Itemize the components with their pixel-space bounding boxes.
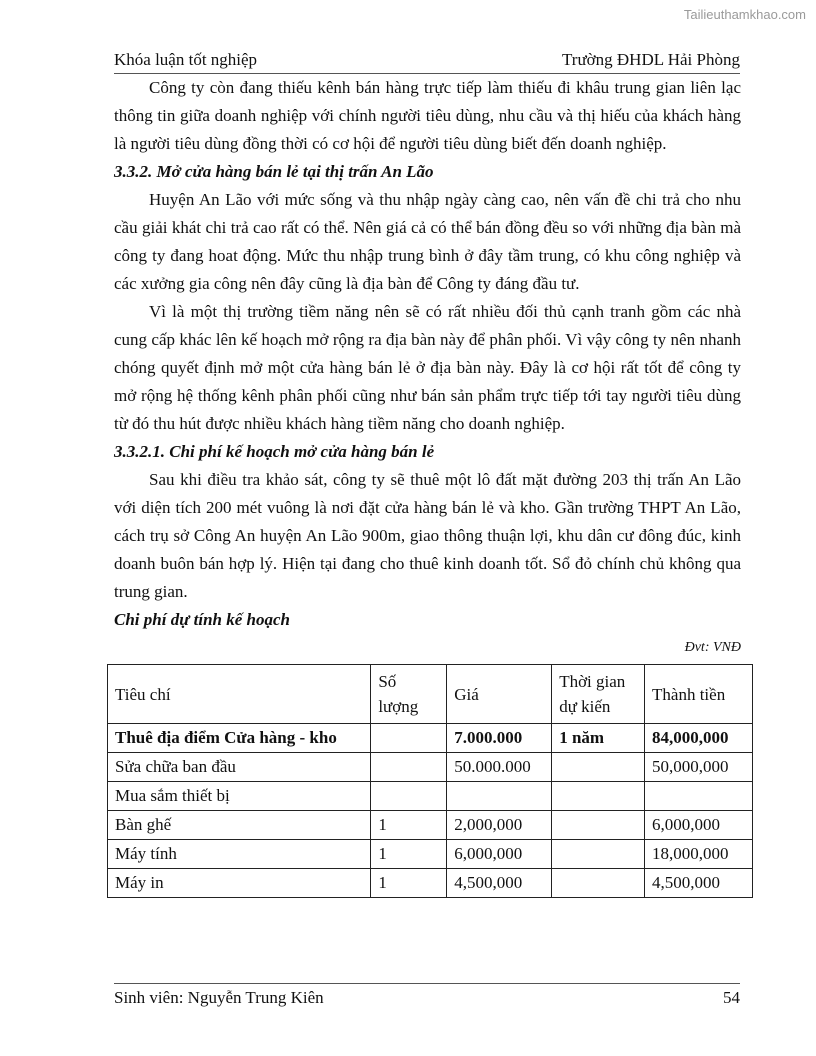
paragraph-potential-market: Vì là một thị trường tiềm năng nên sẽ có rất nhiều đối thủ cạnh tranh gồm các nhà cung cấp khác lên kế hoạch mở rộng ra địa bàn này để phân phối. Vì vậy công ty nên nhanh chóng quyết định mở một cửa hàng bán lẻ ở địa bàn này. Đây là cơ hội rất tốt để công ty mở rộng hệ thống kênh phân phối cũng như bán sản phẩm trực tiếp tới tay người tiêu dùng từ đó thu hút được nhiều khách hàng tiềm năng cho doanh nghiệp. <box>114 302 741 433</box>
unit-label: Đvt: VNĐ <box>684 640 741 655</box>
col-header-criteria: Tiêu chí <box>108 665 371 724</box>
table-row <box>108 840 753 869</box>
page-footer <box>114 987 740 1009</box>
cell-criteria: Bàn ghế <box>108 811 371 840</box>
cell-price: 6,000,000 <box>447 840 552 869</box>
table-header-row <box>108 665 753 724</box>
cell-criteria: Thuê địa điểm Cửa hàng - kho <box>108 724 371 753</box>
cell-criteria: Máy tính <box>108 840 371 869</box>
watermark: Tailieuthamkhao.com <box>683 7 806 22</box>
col-header-quantity: Số lượng <box>371 665 447 724</box>
cell-total: 18,000,000 <box>645 840 753 869</box>
cell-price: 50.000.000 <box>447 753 552 782</box>
cell-criteria: Máy in <box>108 869 371 898</box>
cell-price: 2,000,000 <box>447 811 552 840</box>
cell-duration <box>552 840 645 869</box>
cell-total: 4,500,000 <box>645 869 753 898</box>
cell-criteria: Sửa chữa ban đầu <box>108 753 371 782</box>
cell-quantity <box>371 724 447 753</box>
section-heading-3-3-2-1: 3.3.2.1. Chi phí kế hoạch mở cửa hàng bán lẻ <box>114 442 435 461</box>
cell-duration: 1 năm <box>552 724 645 753</box>
cost-plan-subheading: Chi phí dự tính kế hoạch <box>114 610 290 629</box>
cost-table <box>107 664 753 898</box>
cell-total: 84,000,000 <box>645 724 753 753</box>
table-row <box>108 869 753 898</box>
table-row <box>108 753 753 782</box>
cell-price: 4,500,000 <box>447 869 552 898</box>
header-university: Trường ĐHDL Hải Phòng <box>562 50 740 69</box>
cell-duration <box>552 869 645 898</box>
table-row <box>108 811 753 840</box>
page-body <box>114 74 741 898</box>
cell-total <box>645 782 753 811</box>
cell-duration <box>552 811 645 840</box>
table-row <box>108 724 753 753</box>
cell-quantity <box>371 753 447 782</box>
cell-duration <box>552 753 645 782</box>
header-thesis-title: Khóa luận tốt nghiệp <box>114 50 258 69</box>
cell-quantity: 1 <box>371 869 447 898</box>
col-header-price: Giá <box>447 665 552 724</box>
cell-total: 6,000,000 <box>645 811 753 840</box>
cell-quantity: 1 <box>371 840 447 869</box>
col-header-total: Thành tiền <box>645 665 753 724</box>
page-number: 54 <box>723 988 740 1007</box>
paragraph-location-survey: Sau khi điều tra khảo sát, công ty sẽ thuê một lô đất mặt đường 203 thị trấn An Lão với diện tích 200 mét vuông là nơi đặt cửa hàng bán lẻ và kho. Gần trường THPT An Lão, cách trụ sở Công An huyện An Lão 900m, giao thông thuận lợi, khu dân cư đông đúc, kinh doanh buôn bán hợp lý. Hiện tại đang cho thuê kinh doanh tốt. Sổ đỏ chính chủ không qua trung gian. <box>114 470 741 601</box>
page-header <box>114 50 740 70</box>
col-header-duration: Thời gian dự kiến <box>552 665 645 724</box>
cell-total: 50,000,000 <box>645 753 753 782</box>
cell-price: 7.000.000 <box>447 724 552 753</box>
cell-quantity: 1 <box>371 811 447 840</box>
footer-divider <box>114 983 740 984</box>
cell-duration <box>552 782 645 811</box>
paragraph-an-lao-income: Huyện An Lão với mức sống và thu nhập ngày càng cao, nên vấn đề chi trả cho nhu cầu giải khát chi trả cao rất có thể. Nên giá cả có thể bán đồng đều so với những địa bàn mà công ty đang hoat động. Mức thu nhập trung bình ở đây tầm trung, có khu công nghiệp và các xưởng gia công nên đây cũng là địa bàn để Công ty đáng đầu tư. <box>114 190 741 293</box>
section-heading-3-3-2: 3.3.2. Mở cửa hàng bán lẻ tại thị trấn An Lão <box>114 162 434 181</box>
paragraph-direct-channel: Công ty còn đang thiếu kênh bán hàng trực tiếp làm thiếu đi khâu trung gian liên lạc thông tin giữa doanh nghiệp với chính người tiêu dùng, nhu cầu và thị hiếu của khách hàng là người tiêu dùng đồng thời có cơ hội để người tiêu dùng biết đến doanh nghiệp. <box>114 78 741 153</box>
cell-criteria: Mua sắm thiết bị <box>108 782 371 811</box>
cell-price <box>447 782 552 811</box>
footer-student-name: Sinh viên: Nguyễn Trung Kiên <box>114 988 324 1007</box>
table-row <box>108 782 753 811</box>
cell-quantity <box>371 782 447 811</box>
